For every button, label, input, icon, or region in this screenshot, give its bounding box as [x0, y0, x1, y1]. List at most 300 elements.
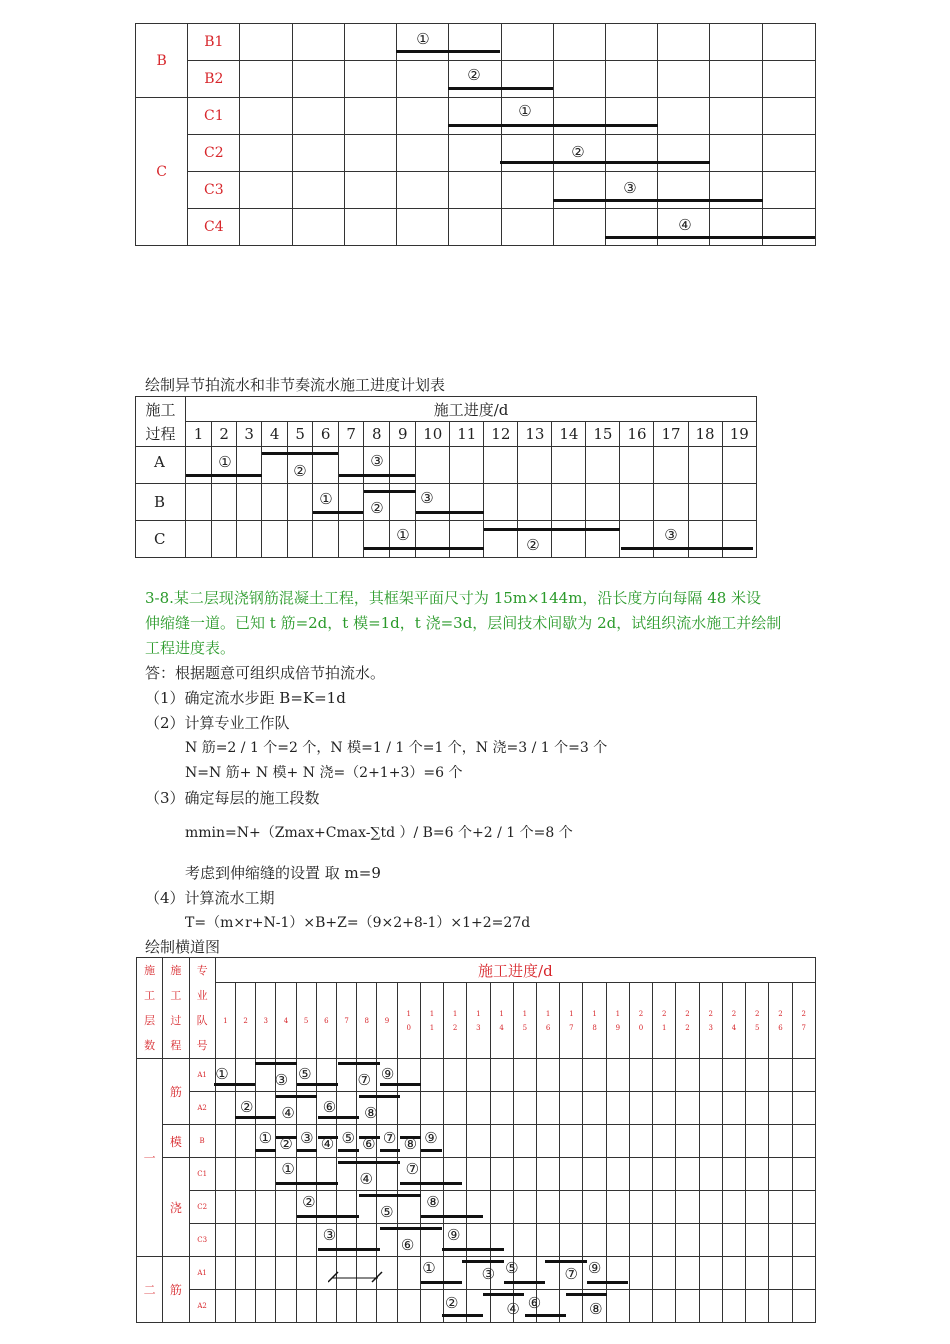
grid-cell	[769, 1158, 792, 1191]
grid-cell	[722, 1191, 745, 1224]
grid-cell	[357, 1290, 377, 1323]
gantt-bar	[500, 161, 710, 164]
grid-cell	[467, 1059, 490, 1092]
grid-cell	[699, 1092, 722, 1125]
gantt-mark-label: ①	[518, 102, 532, 120]
grid-cell	[629, 1059, 652, 1092]
grid-cell	[490, 1191, 513, 1224]
gantt-mark: ①	[218, 453, 232, 471]
process-label: 筋	[163, 1059, 189, 1125]
grid-cell	[490, 1059, 513, 1092]
team-label: A2	[189, 1290, 215, 1323]
gantt-bar	[421, 1215, 483, 1218]
group-label: B	[136, 24, 188, 98]
gantt-bar	[338, 1161, 400, 1164]
group-label: C	[136, 98, 188, 246]
gantt-bar	[297, 1149, 318, 1152]
day-label: 3	[237, 422, 262, 447]
header-team-2: 队 号	[189, 1008, 215, 1059]
day-label: 2 4	[722, 983, 745, 1059]
grid-cell	[316, 1191, 336, 1224]
grid-cell	[215, 1092, 235, 1125]
gantt-mark: ⑤	[505, 1259, 519, 1277]
gantt-mark: ③	[300, 1129, 314, 1147]
grid-cell	[676, 1224, 699, 1257]
grid-cell	[606, 1092, 629, 1125]
problem-line-2: 伸缩缝一道。已知 t 筋=2d，t 模=1d，t 浇=3d，层间技术间歇为 2d，试组织流水施工并绘制	[145, 614, 782, 632]
gantt-mark: ⑧	[403, 1135, 418, 1153]
day-label: 2 0	[629, 983, 652, 1059]
row-label: C1	[188, 98, 240, 135]
grid-cell	[792, 1059, 815, 1092]
grid-cell	[536, 1191, 559, 1224]
process-label: C	[136, 521, 186, 558]
gantt-mark: ⑦	[405, 1160, 420, 1178]
gantt-mark: ②	[526, 536, 540, 554]
gantt-mark: ②	[293, 462, 307, 480]
grid-cell	[769, 1257, 792, 1290]
day-label: 13	[518, 422, 552, 447]
team-label: C1	[189, 1158, 215, 1191]
gantt-mark: ⑧	[589, 1300, 603, 1318]
grid-cell	[583, 1125, 606, 1158]
grid-cell	[336, 1191, 356, 1224]
gantt-mark: ⑧	[364, 1104, 378, 1122]
header-proc-2: 过程	[136, 422, 186, 447]
gantt-bar	[396, 50, 500, 53]
grid-cell	[444, 1092, 467, 1125]
grid-cell	[653, 1158, 676, 1191]
answer-step-2: （2）计算专业工作队	[145, 714, 290, 732]
gantt-bar	[359, 1194, 421, 1197]
gantt-bar	[525, 1314, 566, 1317]
grid-cell	[420, 1158, 443, 1191]
gantt-mark: ①	[258, 1129, 273, 1147]
day-label: 2 2	[676, 983, 699, 1059]
row-label: C3	[188, 172, 240, 209]
grid-cell	[397, 1290, 420, 1323]
day-label: 3	[256, 983, 276, 1059]
grid-cell	[560, 1125, 583, 1158]
answer-step-1: （1）确定流水步距 B=K=1d	[145, 689, 346, 707]
day-label: 6	[313, 422, 339, 447]
day-label: 8	[357, 983, 377, 1059]
grid-cell	[583, 1224, 606, 1257]
grid-cell	[699, 1290, 722, 1323]
grid-cell	[606, 1158, 629, 1191]
header-team: 专 业	[189, 958, 215, 1009]
day-label: 2	[235, 983, 255, 1059]
grid-cell	[653, 1125, 676, 1158]
grid-cell	[699, 1224, 722, 1257]
grid-cell	[722, 1224, 745, 1257]
team-label: A1	[189, 1059, 215, 1092]
day-label: 1 1	[420, 983, 443, 1059]
gantt-bar	[545, 1260, 586, 1263]
gantt-bar	[255, 1062, 296, 1065]
grid-cell	[467, 1224, 490, 1257]
grid-cell	[676, 1191, 699, 1224]
gantt-bar	[364, 547, 484, 550]
grid-cell	[676, 1290, 699, 1323]
day-label: 5	[296, 983, 316, 1059]
answer-step-3b: 考虑到伸缩缝的设置 取 m=9	[185, 864, 381, 882]
grid-cell	[699, 1125, 722, 1158]
day-label: 6	[316, 983, 336, 1059]
grid-cell	[256, 1290, 276, 1323]
gantt-bar	[400, 1182, 462, 1185]
day-label: 11	[450, 422, 484, 447]
grid-cell	[792, 1191, 815, 1224]
gantt-bar	[553, 199, 763, 202]
header-progress: 施工进度/d	[186, 397, 757, 422]
grid-cell	[357, 1224, 377, 1257]
grid-cell	[467, 1125, 490, 1158]
day-label: 5	[288, 422, 313, 447]
gantt-mark: ②	[239, 1098, 254, 1116]
gantt-mark: ①	[319, 490, 333, 508]
answer-step-3: （3）确定每层的施工段数	[145, 789, 320, 807]
layer-label: 二	[137, 1257, 163, 1323]
answer-step-2b: N=N 筋+ N 模+ N 浇=（2+1+3）=6 个	[185, 765, 463, 781]
grid-cell	[629, 1125, 652, 1158]
grid-cell	[276, 1191, 296, 1224]
grid-cell	[235, 1290, 255, 1323]
team-label: A2	[189, 1092, 215, 1125]
grid-cell	[397, 1059, 420, 1092]
grid-cell	[420, 1092, 443, 1125]
grid-cell	[629, 1224, 652, 1257]
grid-cell	[235, 1257, 255, 1290]
grid-cell	[536, 1224, 559, 1257]
day-label: 2 7	[792, 983, 815, 1059]
header-layer-2: 层 数	[137, 1008, 163, 1059]
grid-cell	[444, 1191, 467, 1224]
grid-cell	[606, 1224, 629, 1257]
grid-cell	[467, 1191, 490, 1224]
day-label: 2	[212, 422, 237, 447]
gantt-bar	[318, 1116, 359, 1119]
gantt-mark: ⑥	[362, 1135, 376, 1153]
layer-label: 一	[137, 1059, 163, 1257]
grid-cell	[215, 1158, 235, 1191]
grid-cell	[606, 1191, 629, 1224]
grid-cell	[276, 1224, 296, 1257]
grid-cell	[722, 1092, 745, 1125]
gantt-bar	[442, 1248, 504, 1251]
row-label: B1	[188, 24, 240, 61]
day-label: 2 5	[746, 983, 769, 1059]
answer-step-2a: N 筋=2 / 1 个=2 个，N 模=1 / 1 个=1 个，N 浇=3 / 1 个=3 个	[185, 740, 608, 756]
gantt-mark: ④	[506, 1300, 520, 1318]
gantt-mark: ⑥	[322, 1098, 337, 1116]
team-label: C3	[189, 1224, 215, 1257]
grid-cell	[722, 1059, 745, 1092]
gantt-bar	[621, 547, 753, 550]
day-label: 10	[416, 422, 450, 447]
process-label: 模	[163, 1125, 189, 1158]
day-label: 9	[390, 422, 416, 447]
row-label: B2	[188, 61, 240, 98]
grid-cell	[676, 1059, 699, 1092]
gantt-mark: ⑨	[424, 1129, 438, 1147]
grid-cell	[629, 1257, 652, 1290]
grid-cell	[513, 1158, 536, 1191]
grid-cell	[397, 1092, 420, 1125]
grid-cell	[699, 1158, 722, 1191]
grid-cell	[296, 1290, 316, 1323]
grid-cell	[490, 1125, 513, 1158]
interval-marker	[328, 1256, 388, 1286]
gantt-mark: ⑦	[382, 1129, 397, 1147]
day-label: 16	[620, 422, 654, 447]
day-label: 1 7	[560, 983, 583, 1059]
day-label: 1	[215, 983, 235, 1059]
header-layer: 施 工	[137, 958, 163, 1009]
gantt-mark: ⑨	[587, 1259, 602, 1277]
grid-cell	[769, 1059, 792, 1092]
grid-cell	[256, 1224, 276, 1257]
grid-cell	[444, 1125, 467, 1158]
day-label: 4	[276, 983, 296, 1059]
problem-line-1: 3-8.某二层现浇钢筋混凝土工程，其框架平面尺寸为 15m×144m，沿长度方向每隔 48 米设	[145, 589, 762, 607]
team-label: A1	[189, 1257, 215, 1290]
grid-cell	[583, 1059, 606, 1092]
gantt-mark: ③	[274, 1071, 289, 1089]
grid-cell	[235, 1158, 255, 1191]
gantt-bar	[214, 1083, 255, 1086]
gantt-bar	[313, 511, 363, 514]
grid-cell	[256, 1158, 276, 1191]
grid-cell	[629, 1158, 652, 1191]
grid-cell	[606, 1125, 629, 1158]
grid-cell	[444, 1158, 467, 1191]
grid-cell	[256, 1092, 276, 1125]
table3	[136, 957, 816, 1323]
gantt-caption: 绘制横道图	[145, 938, 221, 956]
day-label: 9	[377, 983, 397, 1059]
gantt-mark: ④	[359, 1170, 373, 1188]
gantt-mark: ③	[664, 526, 678, 544]
grid-cell	[653, 1257, 676, 1290]
process-label: 浇	[163, 1158, 189, 1257]
grid-cell	[746, 1224, 769, 1257]
gantt-mark: ⑥	[400, 1236, 415, 1254]
gantt-mark: ①	[396, 526, 410, 544]
header-progress: 施工进度/d	[215, 958, 815, 983]
day-label: 18	[688, 422, 722, 447]
gantt-mark: ⑧	[426, 1193, 440, 1211]
grid-cell	[629, 1191, 652, 1224]
grid-cell	[769, 1092, 792, 1125]
grid-cell	[560, 1059, 583, 1092]
day-label: 1 2	[444, 983, 467, 1059]
grid-cell	[513, 1059, 536, 1092]
grid-cell	[746, 1191, 769, 1224]
grid-cell	[316, 1290, 336, 1323]
grid-cell	[536, 1158, 559, 1191]
grid-cell	[215, 1125, 235, 1158]
grid-cell	[583, 1158, 606, 1191]
grid-cell	[490, 1158, 513, 1191]
gantt-bar	[483, 1293, 524, 1296]
day-label: 2 3	[699, 983, 722, 1059]
grid-cell	[536, 1059, 559, 1092]
gantt-bar	[297, 1215, 359, 1218]
process-label: 筋	[163, 1257, 189, 1323]
grid-cell	[606, 1257, 629, 1290]
grid-cell	[560, 1191, 583, 1224]
grid-cell	[467, 1158, 490, 1191]
grid-cell	[513, 1191, 536, 1224]
grid-cell	[467, 1092, 490, 1125]
gantt-mark: ①	[215, 1065, 229, 1083]
grid-cell	[316, 1158, 336, 1191]
grid-cell	[769, 1290, 792, 1323]
gantt-mark: ①	[422, 1259, 436, 1277]
grid-cell	[235, 1191, 255, 1224]
gantt-mark-label: ①	[416, 30, 430, 48]
grid-cell	[560, 1224, 583, 1257]
grid-cell	[653, 1191, 676, 1224]
gantt-bar	[364, 490, 416, 493]
day-label: 15	[586, 422, 620, 447]
grid-cell	[746, 1059, 769, 1092]
answer-step-3a: mmin=N+（Zmax+Cmax-∑td ）/ B=6 个+2 / 1 个=8 个	[185, 825, 573, 841]
grid-cell	[769, 1224, 792, 1257]
grid-cell	[560, 1092, 583, 1125]
gantt-bar	[318, 1248, 380, 1251]
gantt-mark: ⑦	[564, 1265, 578, 1283]
gantt-bar	[262, 452, 338, 455]
gantt-mark: ⑤	[380, 1203, 394, 1221]
header-proc: 施 工	[163, 958, 189, 1009]
gantt-mark: ⑨	[446, 1226, 461, 1244]
gantt-bar	[276, 1095, 317, 1098]
grid-cell	[296, 1158, 316, 1191]
gantt-bar	[442, 1314, 483, 1317]
gantt-mark: ⑥	[527, 1294, 542, 1312]
grid-cell	[792, 1158, 815, 1191]
day-label: 1 6	[536, 983, 559, 1059]
grid-cell	[629, 1290, 652, 1323]
grid-cell	[316, 1059, 336, 1092]
grid-cell	[653, 1092, 676, 1125]
day-label: 17	[654, 422, 688, 447]
grid-cell	[792, 1290, 815, 1323]
grid-cell	[722, 1290, 745, 1323]
gantt-mark: ⑤	[298, 1065, 312, 1083]
gantt-mark: ②	[444, 1294, 459, 1312]
day-label: 1	[186, 422, 212, 447]
gantt-mark: ③	[420, 489, 434, 507]
day-label: 4	[262, 422, 288, 447]
grid-cell	[792, 1257, 815, 1290]
grid-cell	[536, 1125, 559, 1158]
grid-cell	[769, 1191, 792, 1224]
grid-cell	[606, 1059, 629, 1092]
process-label: A	[136, 447, 186, 484]
grid-cell	[722, 1125, 745, 1158]
day-label: 1 9	[606, 983, 629, 1059]
grid-cell	[560, 1158, 583, 1191]
gantt-bar	[605, 236, 815, 239]
gantt-mark: ⑤	[341, 1129, 355, 1147]
grid-cell	[629, 1092, 652, 1125]
gantt-mark-label: ②	[571, 143, 585, 161]
grid-cell	[722, 1257, 745, 1290]
gantt-mark: ②	[279, 1135, 293, 1153]
grid-cell	[536, 1092, 559, 1125]
day-label: 1 5	[513, 983, 536, 1059]
day-label: 19	[722, 422, 756, 447]
answer-step-4a: T=（m×r+N-1）×B+Z=（9×2+8-1）×1+2=27d	[185, 915, 531, 931]
grid-cell	[746, 1092, 769, 1125]
grid-cell	[256, 1257, 276, 1290]
gantt-mark: ②	[302, 1193, 316, 1211]
gantt-bar	[448, 87, 553, 90]
gantt-mark: ⑨	[380, 1065, 395, 1083]
gantt-bar	[380, 1149, 401, 1152]
day-label: 2 6	[769, 983, 792, 1059]
grid-cell	[215, 1257, 235, 1290]
grid-cell	[256, 1191, 276, 1224]
grid-cell	[792, 1224, 815, 1257]
grid-cell	[746, 1158, 769, 1191]
grid-cell	[276, 1290, 296, 1323]
gantt-mark: ④	[320, 1135, 335, 1153]
grid-cell	[444, 1059, 467, 1092]
grid-cell	[746, 1290, 769, 1323]
grid-cell	[215, 1191, 235, 1224]
header-proc-1: 施工	[136, 397, 186, 422]
gantt-bar	[416, 511, 484, 514]
grid-cell	[235, 1059, 255, 1092]
gantt-bar	[587, 1281, 628, 1284]
gantt-bar	[186, 474, 262, 477]
gantt-bar	[462, 1260, 503, 1263]
grid-cell	[296, 1224, 316, 1257]
grid-cell	[676, 1125, 699, 1158]
gantt-mark: ①	[281, 1160, 295, 1178]
day-label: 12	[484, 422, 518, 447]
gantt-bar	[484, 528, 620, 531]
gantt-bar	[448, 124, 658, 127]
grid-cell	[606, 1290, 629, 1323]
grid-cell	[676, 1257, 699, 1290]
team-label: B	[189, 1125, 215, 1158]
gantt-mark: ③	[481, 1265, 496, 1283]
gantt-mark: ⑦	[357, 1071, 371, 1089]
grid-cell	[513, 1224, 536, 1257]
grid-cell	[215, 1290, 235, 1323]
answer-intro: 答：根据题意可组织成倍节拍流水。	[145, 664, 386, 682]
day-label: 1 0	[397, 983, 420, 1059]
grid-cell	[235, 1224, 255, 1257]
grid-cell	[722, 1158, 745, 1191]
gantt-bar	[255, 1149, 276, 1152]
answer-step-4: （4）计算流水工期	[145, 889, 275, 907]
grid-cell	[296, 1257, 316, 1290]
grid-cell	[792, 1092, 815, 1125]
grid-cell	[490, 1092, 513, 1125]
gantt-bar	[339, 474, 415, 477]
gantt-bar	[380, 1083, 421, 1086]
day-label: 1 4	[490, 983, 513, 1059]
row-label: C2	[188, 135, 240, 172]
grid-cell	[676, 1158, 699, 1191]
grid-cell	[699, 1257, 722, 1290]
